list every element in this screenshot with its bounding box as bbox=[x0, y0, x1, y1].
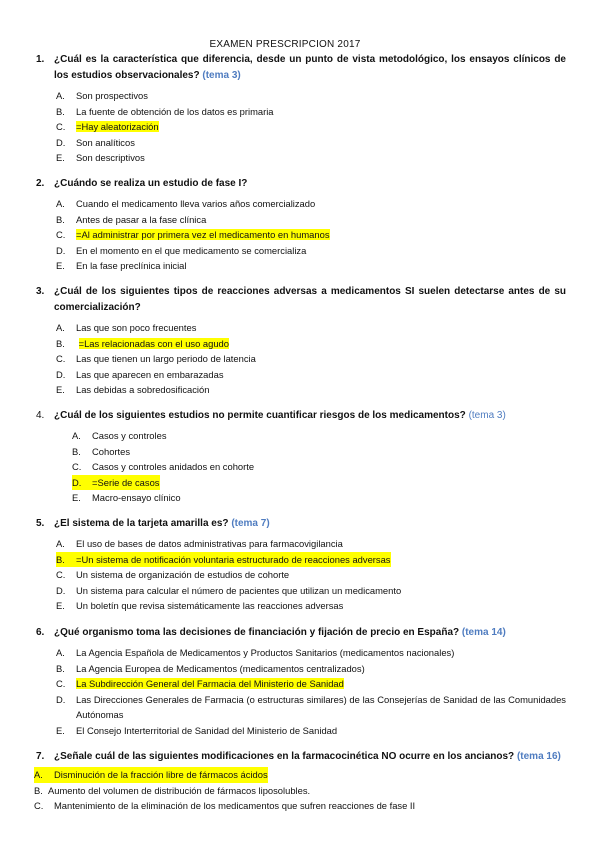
option-d[interactable]: D. Un sistema para calcular el número de pacientes que utilizan un medicamento bbox=[56, 584, 402, 596]
option-c[interactable]: C. Casos y controles anidados en cohorte bbox=[72, 461, 255, 473]
question-2 bbox=[36, 176, 566, 274]
question-text: ¿Señale cuál de las siguientes modificaciones en la farmacocinética NO ocurre en los ancianos? (tema 16) bbox=[54, 751, 561, 762]
question-number: 6. bbox=[36, 627, 45, 638]
option-c[interactable]: C. Un sistema de organización de estudios de cohorte bbox=[56, 569, 290, 581]
option-a[interactable]: A. Son prospectivos bbox=[56, 90, 148, 101]
option-d-correct[interactable]: D. =Serie de casos bbox=[72, 475, 566, 491]
options-list bbox=[56, 196, 566, 274]
question-header bbox=[36, 749, 566, 765]
question-header bbox=[36, 625, 566, 641]
option-a[interactable]: A. Casos y controles bbox=[72, 430, 167, 441]
question-text: ¿Cuál es la característica que diferencia, desde un punto de vista metodológico, los ensayos clínicos de los estudios observacionales? (tema 3) bbox=[54, 54, 566, 81]
tema-reference: (tema 3) bbox=[468, 410, 506, 421]
question-6 bbox=[36, 625, 566, 739]
question-header bbox=[36, 284, 566, 316]
option-a[interactable]: A. El uso de bases de datos administrativas para farmacovigilancia bbox=[56, 538, 343, 549]
option-d[interactable]: D. Son analíticos bbox=[56, 136, 135, 148]
question-1 bbox=[36, 52, 566, 166]
option-b[interactable]: B. La fuente de obtención de los datos es primaria bbox=[56, 105, 274, 117]
option-b[interactable]: B. Antes de pasar a la fase clínica bbox=[56, 213, 207, 225]
tema-reference: (tema 7) bbox=[231, 518, 270, 529]
option-b-correct[interactable]: B. =Un sistema de notificación voluntaria estructurado de reacciones adversas bbox=[56, 552, 566, 568]
option-c-correct[interactable]: C. La Subdirección General del Farmacia del Ministerio de Sanidad bbox=[56, 678, 344, 690]
question-number: 3. bbox=[36, 286, 45, 297]
options-list bbox=[56, 320, 566, 398]
question-header bbox=[36, 516, 566, 532]
question-header bbox=[36, 176, 566, 192]
question-number: 5. bbox=[36, 518, 45, 529]
question-text: ¿Qué organismo toma las decisiones de financiación y fijación de precio en España? (tema 14) bbox=[54, 627, 506, 638]
option-e[interactable]: E. Son descriptivos bbox=[56, 152, 145, 164]
question-4 bbox=[36, 408, 566, 506]
options-list bbox=[72, 428, 566, 506]
option-d[interactable]: D. Las Direcciones Generales de Farmacia (o estructuras similares) de las Consejerías de Sanidad de las Comunidades Autónomas bbox=[56, 693, 566, 721]
tema-reference: (tema 16) bbox=[516, 751, 561, 762]
options-list bbox=[56, 88, 566, 166]
tema-reference: (tema 3) bbox=[202, 70, 241, 81]
question-text: ¿El sistema de la tarjeta amarilla es? (tema 7) bbox=[54, 518, 270, 529]
option-b[interactable]: B. Cohortes bbox=[72, 445, 131, 457]
options-list bbox=[56, 645, 566, 739]
option-c[interactable]: C. Mantenimiento de la eliminación de los medicamentos que sufren reacciones de fase II bbox=[34, 800, 416, 812]
option-e[interactable]: E. Las debidas a sobredosificación bbox=[56, 384, 210, 396]
option-e[interactable]: E. El Consejo Interterritorial de Sanidad del Ministerio de Sanidad bbox=[56, 724, 338, 736]
option-c-correct[interactable]: C. =Hay aleatorización bbox=[56, 121, 159, 133]
question-header bbox=[36, 408, 566, 424]
question-text: ¿Cuál de los siguientes tipos de reacciones adversas a medicamentos SI suelen detectarse antes de su comercialización? bbox=[54, 286, 566, 313]
option-a[interactable]: A. Cuando el medicamento lleva varios años comercializado bbox=[56, 198, 316, 209]
question-text: ¿Cuál de los siguientes estudios no permite cuantificar riesgos de los medicamentos? (tema 3) bbox=[54, 410, 506, 421]
question-number: 7. bbox=[36, 751, 45, 762]
option-c-correct[interactable]: C. =Al administrar por primera vez el medicamento en humanos bbox=[56, 229, 330, 241]
option-a-correct[interactable]: A. Disminución de la fracción libre de fármacos ácidos bbox=[34, 767, 566, 783]
option-d[interactable]: D. Las que aparecen en embarazadas bbox=[56, 368, 224, 380]
question-5 bbox=[36, 516, 566, 614]
question-header bbox=[36, 52, 566, 84]
option-e[interactable]: E. Macro-ensayo clínico bbox=[72, 492, 181, 504]
option-e[interactable]: E. En la fase preclínica inicial bbox=[56, 260, 187, 272]
question-7 bbox=[36, 749, 566, 814]
question-3 bbox=[36, 284, 566, 398]
page-title: EXAMEN PRESCRIPCION 2017 bbox=[209, 39, 361, 50]
option-b-correct[interactable]: B. =Las relacionadas con el uso agudo bbox=[56, 337, 229, 349]
tema-reference: (tema 14) bbox=[461, 627, 506, 638]
question-number: 2. bbox=[36, 178, 45, 189]
option-b[interactable]: B. Aumento del volumen de distribución de fármacos liposolubles. bbox=[34, 784, 311, 796]
options-list bbox=[34, 767, 566, 814]
question-number: 1. bbox=[36, 54, 45, 65]
option-b[interactable]: B. La Agencia Europea de Medicamentos (medicamentos centralizados) bbox=[56, 662, 365, 674]
option-a[interactable]: A. La Agencia Española de Medicamentos y Productos Sanitarios (medicamentos nacionales) bbox=[56, 647, 455, 658]
question-text: ¿Cuándo se realiza un estudio de fase I? bbox=[54, 178, 248, 189]
option-c[interactable]: C. Las que tienen un largo periodo de latencia bbox=[56, 353, 256, 365]
options-list bbox=[56, 536, 566, 614]
question-number: 4. bbox=[36, 410, 45, 421]
option-d[interactable]: D. En el momento en el que medicamento se comercializa bbox=[56, 244, 307, 256]
option-e[interactable]: E. Un boletín que revisa sistemáticamente las reacciones adversas bbox=[56, 600, 344, 612]
option-a[interactable]: A. Las que son poco frecuentes bbox=[56, 322, 197, 333]
